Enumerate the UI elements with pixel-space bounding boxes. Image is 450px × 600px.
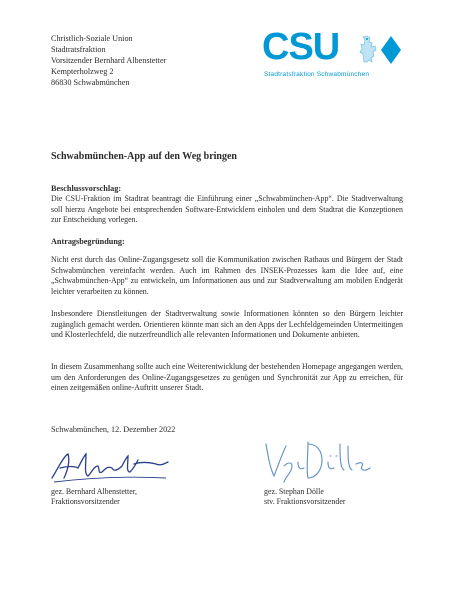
sender-org: Christlich-Soziale Union (51, 34, 133, 43)
diamond-icon (380, 35, 402, 65)
reasoning-paragraph-1: Nicht erst durch das Online-Zugangsgesetz soll die Kommunikation zwischen Rathaus und Bürgern der Stadt Schwabmünchen vereinfacht werden. Auch im Rahmen des INSEK-Prozesses kam die Idee auf, eine „Schwabmünchen-App“ zu entwickeln, um Informationen aus und zur Stadtverwaltung am mobilen Endgerät leichter verarbeiten zu können. (51, 255, 403, 296)
sender-city: 86830 Schwabmünchen (51, 78, 130, 87)
resolution-text: Die CSU-Fraktion im Stadtrat beantragt die Einführung einer „Schwabmünchen-App“. Die Stadtverwaltung soll hierzu Angebote bei entsprechenden Software-Entwicklern einholen und dem Stadtrat die Konzeptionen zur Entscheidung vorlegen. (51, 194, 403, 225)
signing-date: Schwabmünchen, 12. Dezember 2022 (51, 425, 176, 434)
signature-doelle (258, 436, 378, 486)
signature-albenstetter (48, 448, 173, 486)
reasoning-heading: Antragsbegründung: (51, 237, 125, 246)
reasoning-paragraph-3: In diesem Zusammenhang sollte auch eine Weiterentwicklung der bestehenden Homepage angegangen werden, um den Anforderungen des Online-Zugangsgesetzes zu genügen und Synchronität zur App zu erreichen, für einen zeitgemäßen online-Auftritt unserer Stadt. (51, 362, 403, 393)
document-title: Schwabmünchen-App auf den Weg bringen (51, 151, 237, 162)
sender-street: Kempterholzweg 2 (51, 67, 114, 76)
sender-chair: Vorsitzender Bernhard Albenstetter (51, 56, 167, 65)
signature-name-2: gez. Stephan Dölle (264, 487, 324, 496)
signature-name-1: gez. Bernhard Albenstetter, (51, 487, 138, 496)
lion-icon (358, 34, 378, 64)
signature-role-2: stv. Fraktionsvorsitzender (264, 497, 346, 506)
sender-group: Stadtratsfraktion (51, 45, 106, 54)
sender-address (51, 33, 166, 88)
logo-text: CSU (262, 26, 340, 68)
resolution-heading: Beschlussvorschlag: (51, 184, 122, 193)
logo-subtitle: Stadtratsfraktion Schwabmünchen (264, 71, 370, 78)
signature-role-1: Fraktionsvorsitzender (51, 497, 120, 506)
reasoning-paragraph-2: Insbesondere Dienstleitungen der Stadtverwaltung sowie Informationen könnten so den Bürgern leichter zugänglich gemacht werden. Orientieren könnte man sich an den Apps der Lechfeldgemeinden Untermeitingen und Klosterlechfeld, die nutzerfreundlich alle relevanten Informationen und Dokumente anbieten. (51, 309, 403, 340)
